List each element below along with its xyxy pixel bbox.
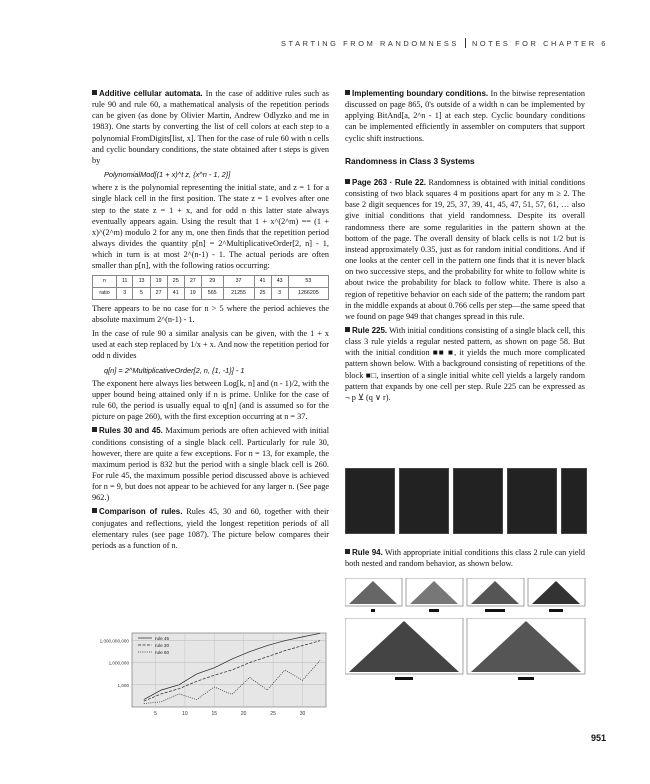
para-3: There appears to be no case for n > 5 where the period achieves the absolute maximum 2^(n-1) - 1. [92, 303, 329, 324]
triangle-panel [528, 578, 585, 612]
para-heading: Implementing boundary conditions. [352, 89, 489, 98]
header-left: STARTING FROM RANDOMNESS [281, 39, 459, 48]
table-cell: 41 [167, 287, 184, 299]
x-tick-label: 10 [182, 711, 188, 717]
table-cell: 43 [271, 275, 288, 287]
triangle-panel [406, 578, 463, 612]
table-cell: 21255 [223, 287, 254, 299]
x-tick-label: 25 [270, 711, 276, 717]
formula-2: q[n] = 2^MultiplicativeOrder[2, n, {1, -1}] - 1 [104, 365, 245, 375]
x-tick-label: 20 [240, 711, 247, 717]
ca-pattern-image [507, 468, 557, 534]
bullet-square-icon [92, 427, 97, 432]
triangle-panel [345, 578, 402, 612]
para-boundary [345, 88, 585, 144]
page-number: 951 [590, 733, 606, 743]
bullet-square-icon [345, 90, 350, 95]
para-heading: Page 263 · Rule 22. [352, 177, 426, 187]
table-cell: 37 [223, 275, 254, 287]
table-cell: 53 [288, 275, 328, 287]
right-column-lower [345, 547, 585, 572]
triangle-panel [467, 618, 585, 680]
section-heading: Randomness in Class 3 Systems [345, 155, 475, 166]
para-rule-22 [345, 177, 585, 322]
table-row [93, 287, 329, 299]
para-comparison [92, 506, 329, 551]
para-text: With appropriate initial conditions this class 2 rule can yield both nested and random behavior, as shown below. [345, 548, 585, 569]
para-rule-94 [345, 547, 585, 569]
left-column [92, 88, 329, 554]
table-cell: 27 [150, 287, 167, 299]
para-text: Maximum periods are often achieved with initial conditions consisting of a single black cell. Particularly for rule 30, however, there are quite a few exceptions. For n = 13, for example, the maximum period is 832 but the period with a single black cell is 260. For rule 45, the maximum possible period discussed above is achieved for n = 9, but does not appear to be achieved for any larger n. (See page 962.) [92, 426, 330, 503]
period-chart [92, 631, 329, 719]
bullet-square-icon [345, 327, 350, 332]
table-cell: 1266205 [288, 287, 328, 299]
bullet-square-icon [345, 179, 350, 184]
ca-pattern-image [399, 468, 449, 534]
legend-label: rule 30 [155, 642, 170, 648]
para-additive [92, 88, 329, 166]
table-row [93, 275, 329, 287]
ca-pattern-image [453, 468, 503, 534]
y-tick-label: 1,000,000,000 [99, 638, 129, 644]
para-heading: Rule 94. [352, 548, 383, 557]
y-tick-labels [100, 638, 130, 687]
rule94-small-triangles [345, 578, 587, 620]
x-tick-label: 30 [299, 711, 306, 717]
bullet-square-icon [92, 90, 97, 95]
para-heading: Rules 30 and 45. [99, 426, 163, 436]
x-tick-label: 15 [211, 711, 218, 717]
para-text: With initial conditions consisting of a single black cell, this class 3 rule yields a regular nested pattern, as shown on page 58. But with the initial condition ■■ ■, it yields the much more complicated pattern shown below. With a background consisting of repetitions of the block ■□, insertion of a single initial white cell yields a largely random pattern that expands by one cell per step. Rule 225 can be expressed as ¬ p ⊻ (q ∨ r). [345, 325, 585, 402]
table-cell: ratio [93, 287, 117, 299]
table-cell: 5 [133, 287, 150, 299]
bullet-square-icon [92, 508, 97, 513]
table-cell: 19 [184, 287, 201, 299]
para-text: In the case of additive rules such as rule 90 and rule 60, a mathematical analysis of the repetition periods can be given (as done by Olivier Martin, Andrew Odlyzko and me in 1983). One starts by converting the list of cell colors at each step to a polynomial FromDigits[list, x]. Then for the case of rule 60 with n cells and cyclic boundary conditions, the state obtained after t steps is given by [92, 89, 329, 165]
table-cell: 25 [167, 275, 184, 287]
para-rule-225 [345, 325, 585, 403]
ca-pattern-image [345, 468, 395, 534]
para-5: The exponent here always lies between Log[k, n] and (n - 1)/2, with the upper bound being attained only if n is prime. Unlike for the case of rule 60, the period is usually equal to q[n] (and is assumed so for the picture on page 260), with the first exception occurring at n = 37. [92, 378, 329, 422]
para-heading: Additive cellular automata. [99, 89, 203, 98]
table-cell: 11 [117, 275, 133, 287]
para-text: In the bitwise representation discussed on page 865, 0's outside of a width n can be implemented by applying BitAnd[a, 2^n - 1] at each step. Cyclic boundary conditions can be implemented efficiently in assembler on computers that support cyclic shift instructions. [345, 89, 586, 143]
triangle-panel [345, 618, 463, 680]
header-divider [465, 38, 466, 48]
table-cell: 27 [184, 275, 201, 287]
y-tick-label: 1,000,000 [108, 660, 129, 666]
para-text: Randomness is obtained with initial conditions consisting of two black squares 4 m positions apart for any m ≥ 2. The base 2 digit sequences for 19, 25, 37, 39, 41, 45, 47, 51, 57, 61, … also give initial conditions that yield randomness. Despite its overall randomness there are some regularities in the pattern shown at the bottom of the page. The overall density of black cells is not 1/2 but is instead approximately 0.35, just as for random initial conditions. And if one looks at the center cell in the pattern one finds that it is never black on two successive steps, and the probability for white to follow white is about twice the probability for black to follow white. There is also a region of repetitive behavior on each side of the pattern; the random part in the middle expands at about 0.766 cells per step—the same speed that we found on page 949 that changes spread in this rule. [345, 177, 586, 321]
para-rules-30-45 [92, 425, 329, 503]
bullet-square-icon [345, 549, 350, 554]
ratio-table [92, 275, 329, 300]
table-cell: 41 [254, 275, 271, 287]
legend-label: rule 45 [155, 635, 170, 641]
triangle-panel [467, 578, 524, 612]
table-cell: 565 [201, 287, 223, 299]
table-cell: 13 [133, 275, 150, 287]
para-2: where z is the polynomial representing the initial state, and z = 1 for a single black cell in the first position. The state z = 1 evolves after one step to the state z = 1 + x, and for odd n this latter state always eventually appears again. Using the result that 1 + x^(2^m) == (1 + x)^(2^m) modulo 2 for any m, one then finds that the repetition period always divides the quantity p[n] = 2^MultiplicativeOrder[2, n] - 1, which in turn is at most 2^(n-1) - 1. The actual periods are often smaller than p[n], with the following ratios occurring: [92, 183, 329, 271]
table-cell: 3 [117, 287, 133, 299]
formula-1: PolynomialMod[(1 + x)^t z, {x^n - 1, 2}] [104, 170, 231, 180]
para-heading: Rule 225. [352, 325, 388, 335]
para-heading: Comparison of rules. [99, 507, 183, 517]
table-cell: 19 [150, 275, 167, 287]
y-tick-label: 1,000 [117, 682, 129, 688]
header-right: NOTES FOR CHAPTER 6 [471, 39, 608, 48]
table-cell: n [93, 275, 117, 287]
para-4: In the case of rule 90 a similar analysis can be given, with the 1 + x used at each step replaced by 1/x + x. And now the repetition period for odd n divides [92, 329, 329, 361]
rule94-large-triangles [345, 618, 587, 686]
table-cell: 25 [254, 287, 271, 299]
para-text: Rules 45, 30 and 60, together with their conjugates and reflections, yield the longest repetition periods of all elementary rules (see page 1087). The picture below compares their periods as a function of n. [92, 507, 330, 550]
right-column [345, 88, 585, 406]
ca-pattern-image [561, 468, 587, 534]
x-tick-label: 5 [154, 711, 157, 717]
table-cell: 29 [201, 275, 223, 287]
running-header [281, 38, 608, 48]
x-tick-labels [154, 711, 305, 717]
legend-label: rule 60 [155, 649, 170, 655]
table-cell: 3 [271, 287, 288, 299]
